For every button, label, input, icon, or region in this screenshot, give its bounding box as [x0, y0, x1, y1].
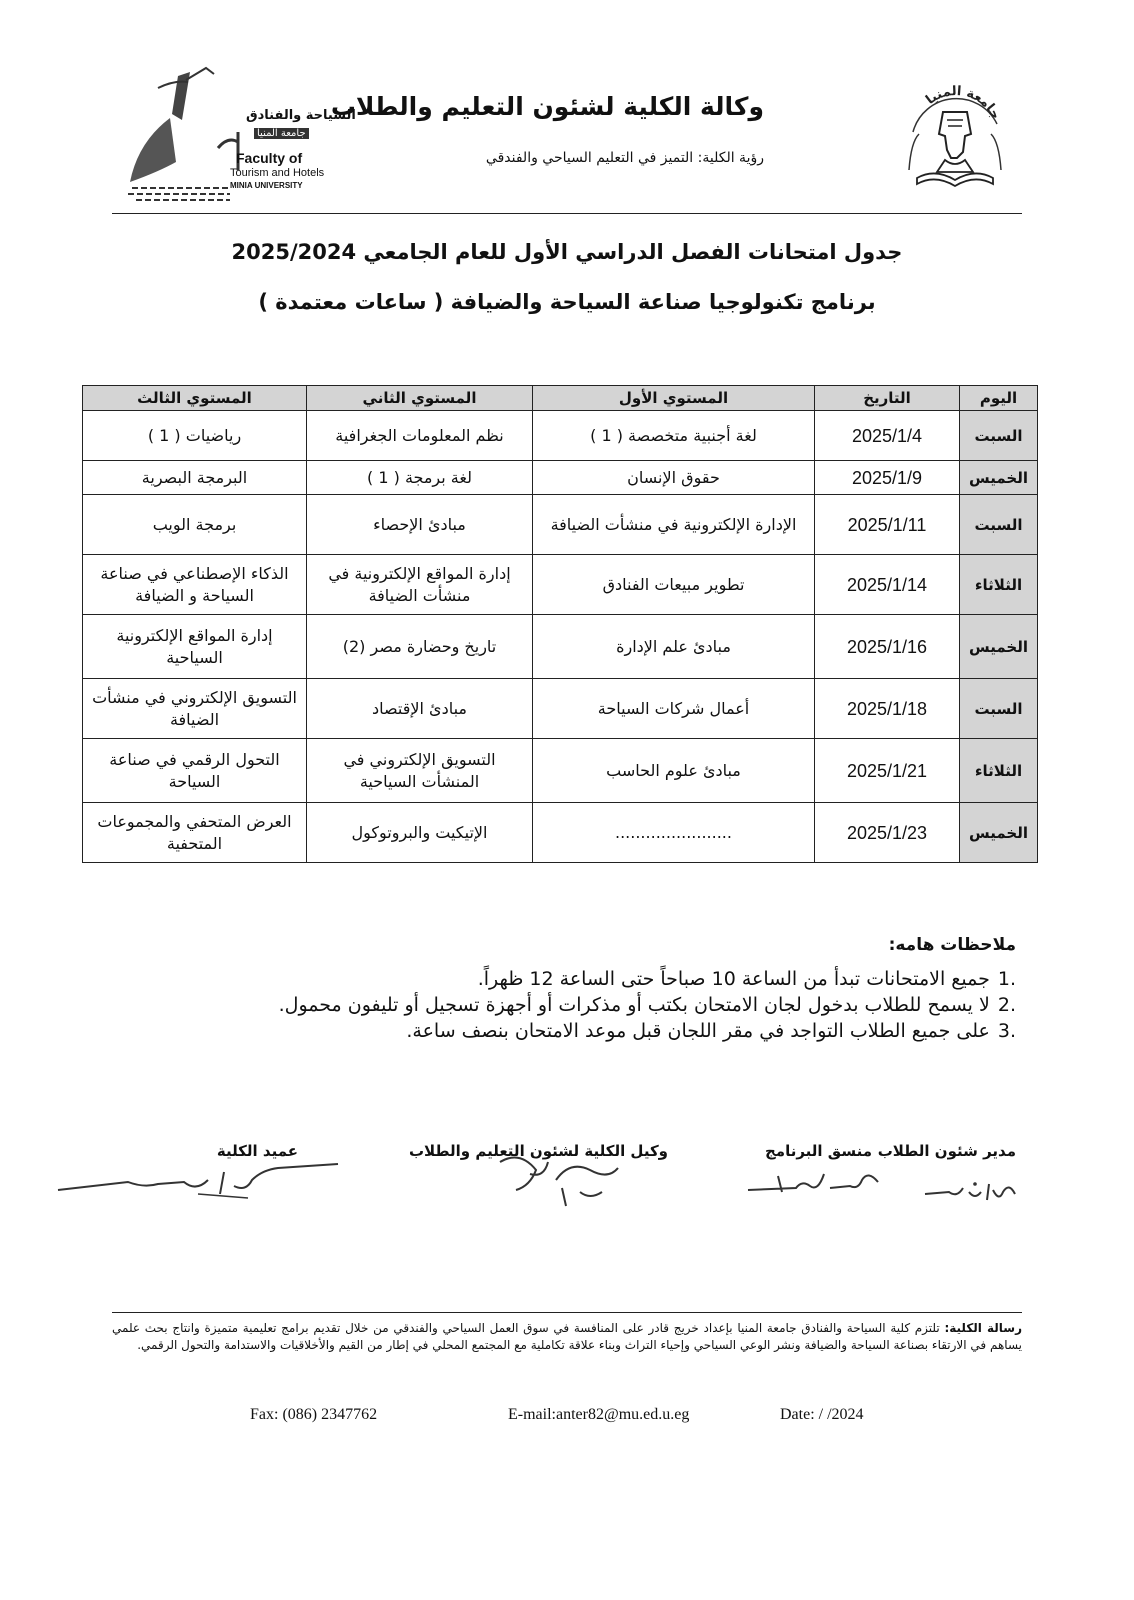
cell-level2: الإتيكيت والبروتوكول: [307, 803, 533, 863]
note-text: جميع الامتحانات تبدأ من الساعة 10 صباحاً حتى الساعة 12 ظهراً.: [477, 968, 990, 990]
cell-level1: أعمال شركات السياحة: [533, 679, 815, 739]
table-row: [83, 803, 1038, 863]
program-title: برنامج تكنولوجيا صناعة السياحة والضيافة ( ساعات معتمدة ): [258, 290, 876, 314]
header-divider: [112, 213, 1022, 214]
cell-level3: التحول الرقمي في صناعة السياحة: [83, 739, 307, 803]
footer-divider: [112, 1312, 1022, 1313]
table-row: [83, 555, 1038, 615]
note-number: .1: [997, 968, 1016, 990]
cell-level3: رياضيات ( 1 ): [83, 411, 307, 461]
cell-date: 2025/1/16: [815, 615, 960, 679]
note-item: [279, 1018, 1016, 1044]
cell-level1: .......................: [533, 803, 815, 863]
cell-day: الثلاثاء: [960, 739, 1038, 803]
cell-level3: العرض المتحفي والمجموعات المتحفية: [83, 803, 307, 863]
faculty-vision: رؤية الكلية: التميز في التعليم السياحي والفندقي: [485, 150, 764, 166]
note-item: [279, 992, 1016, 1018]
dean-signature: [48, 1158, 348, 1208]
cell-level1: حقوق الإنسان: [533, 461, 815, 495]
header-level2: المستوي الثاني: [307, 386, 533, 411]
table-row: [83, 679, 1038, 739]
note-number: .2: [997, 994, 1016, 1016]
faculty-logo-en1: Faculty of: [236, 150, 303, 166]
document-date: Date: / /2024: [780, 1406, 864, 1423]
note-item: [279, 966, 1016, 992]
header-day: اليوم: [960, 386, 1038, 411]
faculty-logo: [118, 62, 356, 212]
notes-list: [279, 966, 1016, 1044]
mission-label: رسالة الكلية:: [944, 1321, 1022, 1335]
cell-level1: تطوير مبيعات الفنادق: [533, 555, 815, 615]
cell-level3: برمجة الويب: [83, 495, 307, 555]
header-level1: المستوي الأول: [533, 386, 815, 411]
cell-level1: الإدارة الإلكترونية في منشأت الضيافة: [533, 495, 815, 555]
note-number: .3: [997, 1020, 1016, 1042]
header-date: التاريخ: [815, 386, 960, 411]
seal-text: جامعة المنيا: [923, 84, 1004, 123]
cell-level1: لغة أجنبية متخصصة ( 1 ): [533, 411, 815, 461]
fax-number: Fax: (086) 2347762: [250, 1406, 378, 1423]
cell-date: 2025/1/11: [815, 495, 960, 555]
cell-date: 2025/1/21: [815, 739, 960, 803]
cell-date: 2025/1/9: [815, 461, 960, 495]
coordinator-signature: [738, 1162, 888, 1202]
cell-level2: إدارة المواقع الإلكترونية في منشأت الضيافة: [307, 555, 533, 615]
vice-dean-label: وكيل الكلية لشئون التعليم والطلاب: [408, 1142, 668, 1160]
schedule-title: جدول امتحانات الفصل الدراسي الأول للعام الجامعي 2025/2024: [231, 240, 903, 264]
cell-date: 2025/1/18: [815, 679, 960, 739]
notes-title: ملاحظات هامه:: [888, 935, 1016, 955]
student-affairs-label: مدير شئون الطلاب: [877, 1142, 1016, 1160]
cell-date: 2025/1/23: [815, 803, 960, 863]
cell-day: الثلاثاء: [960, 555, 1038, 615]
cell-day: السبت: [960, 411, 1038, 461]
cell-level3: إدارة المواقع الإلكترونية السياحية: [83, 615, 307, 679]
faculty-logo-en3: MINIA UNIVERSITY: [230, 181, 303, 190]
cell-day: الخميس: [960, 615, 1038, 679]
svg-text:جامعة المنيا: [923, 84, 1003, 122]
agency-title: وكالة الكلية لشئون التعليم والطلاب: [330, 92, 764, 121]
dean-label: عميد الكلية: [216, 1142, 298, 1160]
cell-level3: التسويق الإلكتروني في منشأت الضيافة: [83, 679, 307, 739]
faculty-logo-ar1: السياحة والفنادق: [246, 108, 356, 123]
cell-level3: الذكاء الإصطناعي في صناعة السياحة و الضيافة: [83, 555, 307, 615]
table-row: [83, 495, 1038, 555]
header-level3: المستوي الثالث: [83, 386, 307, 411]
table-row: [83, 411, 1038, 461]
faculty-logo-ar2: جامعة المنيا: [254, 128, 309, 139]
table-row: [83, 461, 1038, 495]
note-text: لا يسمح للطلاب بدخول لجان الامتحان بكتب أو مذكرات أو أجهزة تسجيل أو تليفون محمول.: [278, 994, 990, 1016]
cell-day: السبت: [960, 495, 1038, 555]
cell-level2: تاريخ وحضارة مصر (2): [307, 615, 533, 679]
cell-level2: لغة برمجة ( 1 ): [307, 461, 533, 495]
cell-level2: مبادئ الإقتصاد: [307, 679, 533, 739]
exam-schedule-table: [82, 385, 1038, 863]
cell-date: 2025/1/4: [815, 411, 960, 461]
cell-level1: مبادئ علوم الحاسب: [533, 739, 815, 803]
email-address: E-mail:anter82@mu.ed.u.eg: [508, 1406, 690, 1423]
cell-level1: مبادئ علم الإدارة: [533, 615, 815, 679]
cell-level2: مبادئ الإحصاء: [307, 495, 533, 555]
vice-dean-signature: [490, 1140, 650, 1215]
cell-level3: البرمجة البصرية: [83, 461, 307, 495]
cell-day: الخميس: [960, 803, 1038, 863]
mission-text: تلتزم كلية السياحة والفنادق جامعة المنيا بإعداد خريج قادر على المنافسة في سوق العمل السياحي والفندقي من خلال تقديم برامج تعليمية متميزة وانتاج بحث علمي يساهم في الارتقاء بصناعة السياحة والضيافة ونشر الوعي السياحي وإحياء التراث وبناء علاقة تكاملية مع المجتمع المحلي في إطار من القيم والأخلاقيات والاستدامة والتحول الرقمي.: [112, 1321, 1022, 1352]
coordinator-label: منسق البرنامج: [764, 1142, 872, 1160]
table-row: [83, 739, 1038, 803]
cell-date: 2025/1/14: [815, 555, 960, 615]
faculty-logo-en2: Tourism and Hotels: [230, 167, 325, 179]
cell-day: السبت: [960, 679, 1038, 739]
cell-level2: التسويق الإلكتروني في المنشأت السياحية: [307, 739, 533, 803]
university-seal-icon: [895, 72, 1015, 202]
table-row: [83, 615, 1038, 679]
table-header-row: [83, 386, 1038, 411]
note-text: على جميع الطلاب التواجد في مقر اللجان قبل موعد الامتحان بنصف ساعة.: [406, 1020, 990, 1042]
cell-day: الخميس: [960, 461, 1038, 495]
cell-level2: نظم المعلومات الجغرافية: [307, 411, 533, 461]
student-affairs-signature: [905, 1170, 1025, 1210]
faculty-mission: [112, 1320, 1022, 1354]
